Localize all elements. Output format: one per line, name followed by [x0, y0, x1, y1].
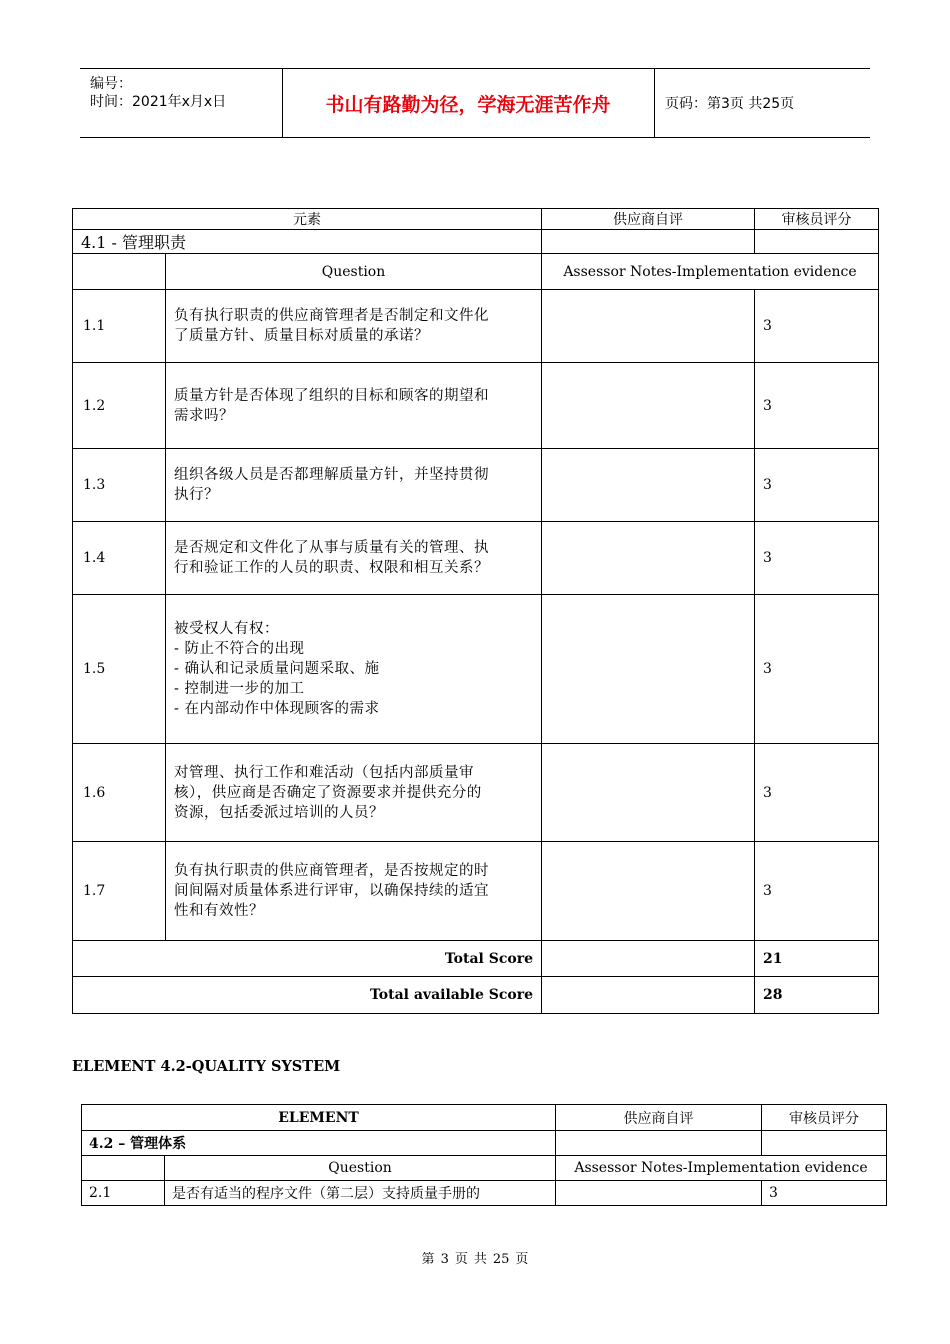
col-supplier-header: 供应商自评: [556, 1105, 762, 1131]
footer-total-pages: 25: [492, 1252, 510, 1267]
page-header: [80, 68, 870, 138]
row-score: 3: [755, 595, 879, 744]
total-available-value: 28: [755, 977, 879, 1014]
row-number: 1.6: [73, 744, 166, 842]
row-score: 3: [755, 449, 879, 522]
col-question-header: Question: [165, 1156, 556, 1181]
total-score-value: 21: [755, 941, 879, 977]
table-row: [73, 744, 879, 842]
table-row: [73, 595, 879, 744]
row-number: 1.5: [73, 595, 166, 744]
row-number: 2.1: [82, 1181, 165, 1206]
table-row: [82, 1181, 887, 1206]
section-title-4-2: 4.2 – 管理体系: [82, 1131, 556, 1156]
row-score: 3: [755, 290, 879, 363]
col-supplier-header: 供应商自评: [542, 209, 755, 230]
row-question: 负有执行职责的供应商管理者，是否按规定的时 间间隔对质量体系进行评审，以确保持续的适宜 性和有效性？: [166, 842, 542, 941]
row-score: 3: [755, 363, 879, 449]
row-question: 组织各级人员是否都理解质量方针，并坚持贯彻 执行？: [166, 449, 542, 522]
col-assessor-header: 审核员评分: [755, 209, 879, 230]
page-footer: 第 3 页 共 25 页: [421, 1252, 529, 1267]
section-heading-4-2: ELEMENT 4.2-QUALITY SYSTEM: [72, 1058, 341, 1075]
section-title-4-1: 4.1 - 管理职责: [73, 230, 542, 254]
row-question: 是否有适当的程序文件（第二层）支持质量手册的: [165, 1181, 556, 1206]
table-row: [73, 522, 879, 595]
col-assessor-header: 审核员评分: [762, 1105, 887, 1131]
table-row: [73, 842, 879, 941]
row-question: 对管理、执行工作和难活动（包括内部质量审 核），供应商是否确定了资源要求并提供充分的 资源，包括委派过培训的人员？: [166, 744, 542, 842]
row-score: 3: [755, 522, 879, 595]
col-element-header: ELEMENT: [82, 1105, 556, 1131]
row-question: 是否规定和文件化了从事与质量有关的管理、执 行和验证工作的人员的职责、权限和相互关系？: [166, 522, 542, 595]
number-label: 编号：: [90, 76, 132, 92]
header-slogan: 书山有路勤为径，学海无涯苦作舟: [282, 69, 655, 137]
col-question-header: Question: [166, 254, 542, 290]
date-label: 时间：2021年x月x日: [90, 94, 227, 110]
row-score: 3: [755, 842, 879, 941]
total-available-label: Total available Score: [73, 977, 542, 1014]
header-page-info: 页码：第3页 共25页: [665, 96, 795, 112]
footer-page-number: 3: [440, 1252, 449, 1267]
row-number: 1.1: [73, 290, 166, 363]
table-row: [73, 363, 879, 449]
table-row: [73, 449, 879, 522]
col-element-header: 元素: [73, 209, 542, 230]
row-number: 1.7: [73, 842, 166, 941]
row-number: 1.4: [73, 522, 166, 595]
col-notes-header: Assessor Notes-Implementation evidence: [556, 1156, 887, 1181]
row-score: 3: [762, 1181, 887, 1206]
table-row: [73, 290, 879, 363]
row-question: 被受权人有权： - 防止不符合的出现 - 确认和记录质量问题采取、施 - 控制进一步的加工 - 在内部动作中体现顾客的需求: [166, 595, 542, 744]
row-question: 负有执行职责的供应商管理者是否制定和文件化 了质量方针、质量目标对质量的承诺？: [166, 290, 542, 363]
header-meta: [80, 69, 283, 137]
col-notes-header: Assessor Notes-Implementation evidence: [542, 254, 879, 290]
management-responsibility-table: [72, 208, 879, 1014]
quality-system-table: [81, 1104, 887, 1206]
row-number: 1.2: [73, 363, 166, 449]
row-question: 质量方针是否体现了组织的目标和顾客的期望和 需求吗？: [166, 363, 542, 449]
total-score-label: Total Score: [73, 941, 542, 977]
row-number: 1.3: [73, 449, 166, 522]
row-score: 3: [755, 744, 879, 842]
